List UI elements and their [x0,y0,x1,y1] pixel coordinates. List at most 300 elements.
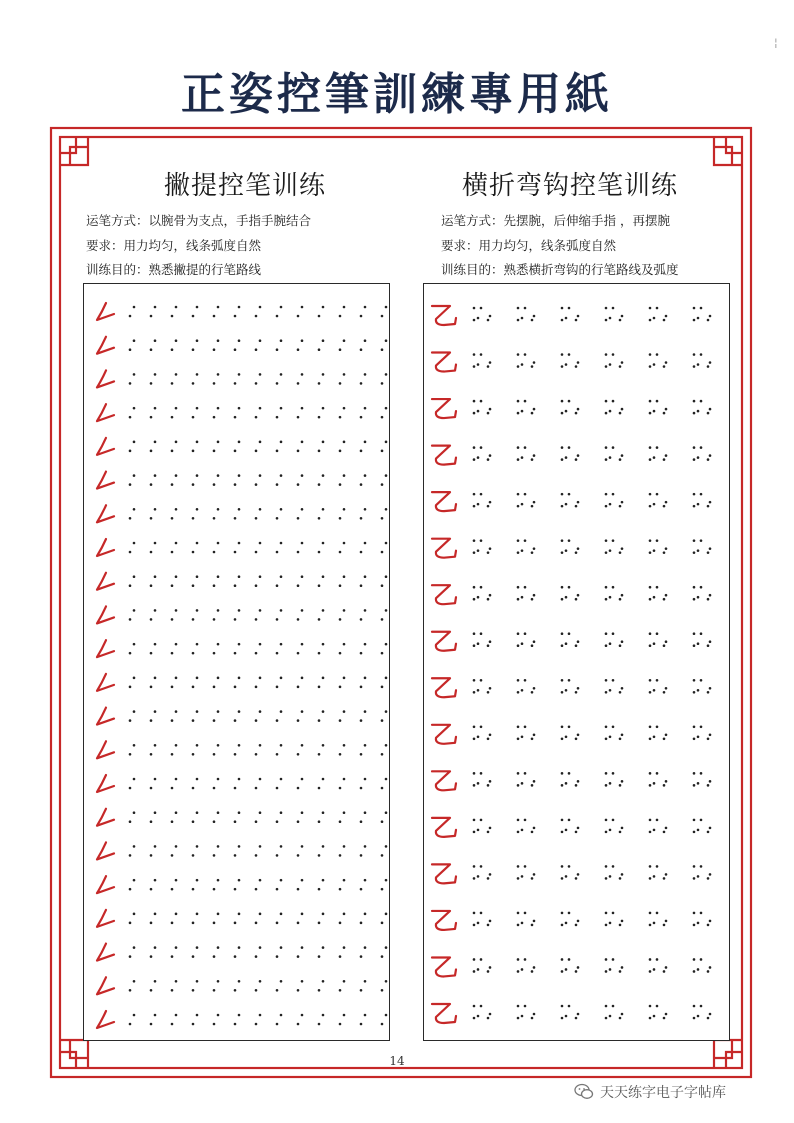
right-guide-dot [517,912,520,915]
left-guide-dot [175,609,178,612]
left-guide-dot [318,652,321,655]
left-guide-dot [234,686,237,689]
left-guide-dot [175,508,178,511]
right-guide-dot [605,632,608,635]
right-guide-dot [521,689,524,692]
left-guide-dot [360,652,363,655]
left-guide-dot [297,450,300,453]
right-requirement-text: 要求：用力均匀，线条弧度自然 [441,238,617,253]
left-guide-dot [255,854,258,857]
left-guide-dot [150,955,153,958]
right-guide-dot [521,875,524,878]
left-guide-dot [322,946,325,949]
left-guide-dot [175,474,178,477]
left-guide-dot [154,913,157,916]
left-guide-dot [297,989,300,992]
right-guide-dot [533,315,536,318]
right-guide-dot [700,819,703,822]
right-guide-dot [524,586,527,589]
right-guide-dot [524,912,527,915]
left-guide-dot [318,1023,321,1026]
left-guide-dot [343,339,346,342]
left-guide-dot [301,643,304,646]
right-guide-dot [649,319,652,322]
right-guide-dot [649,924,652,927]
right-guide-dot [517,586,520,589]
left-guide-dot [129,1023,132,1026]
right-guide-dot [517,644,520,647]
right-guide-dot [517,970,520,973]
right-guide-dot [480,772,483,775]
right-practice-row [432,492,711,511]
right-guide-dot [489,501,492,504]
right-guide-dot [531,598,534,601]
right-guide-dot [533,734,536,737]
right-guide-dot [561,784,564,787]
left-guide-dot [192,315,195,318]
right-guide-dot [568,493,571,496]
right-guide-dot [477,363,480,366]
right-guide-dot [524,679,527,682]
right-guide-dot [517,1017,520,1020]
right-guide-dot [663,598,666,601]
right-guide-dot [473,970,476,973]
right-guide-dot [517,598,520,601]
right-guide-dot [656,400,659,403]
left-guide-dot [213,551,216,554]
right-guide-dot [577,454,580,457]
right-guide-dot [605,644,608,647]
left-guide-dot [322,744,325,747]
right-guide-dot [575,644,578,647]
left-guide-dot [255,686,258,689]
right-guide-dot [575,877,578,880]
left-guide-dot [360,787,363,790]
right-guide-dot [693,632,696,635]
left-guide-dot [381,416,384,419]
right-guide-dot [561,598,564,601]
left-guide-dot [360,551,363,554]
left-guide-dot [381,517,384,520]
right-guide-dot [565,922,568,925]
left-guide-dot [154,575,157,578]
left-guide-dot [234,989,237,992]
right-guide-dot [533,920,536,923]
right-guide-dot [565,642,568,645]
left-guide-dot [196,913,199,916]
left-guide-dot [154,643,157,646]
left-guide-dot [364,474,367,477]
left-guide-dot [280,811,283,814]
page-number: 14 [389,1054,405,1068]
left-guide-dot [255,618,258,621]
left-guide-dot [217,609,220,612]
left-guide-dot [133,441,136,444]
left-guide-dot [150,820,153,823]
right-guide-dot [663,738,666,741]
right-guide-dot [561,319,564,322]
left-guide-dot [154,1014,157,1017]
left-guide-dot [276,888,279,891]
right-guide-dot [665,315,668,318]
right-guide-dot [517,784,520,787]
right-guide-dot [477,689,480,692]
right-guide-dot [577,594,580,597]
right-guide-dot [489,594,492,597]
right-guide-dot [656,353,659,356]
right-guide-dot [561,831,564,834]
right-guide-dot [621,734,624,737]
right-guide-dot [649,679,652,682]
right-guide-dot [533,454,536,457]
right-guide-dot [533,640,536,643]
left-guide-dot [238,441,241,444]
right-guide-dot [649,772,652,775]
left-guide-dot [297,382,300,385]
left-guide-dot [381,551,384,554]
right-guide-dot [612,772,615,775]
right-guide-dot [653,317,656,320]
right-guide-dot [653,596,656,599]
right-guide-dot [524,353,527,356]
right-guide-dot [577,873,580,876]
left-guide-dot [213,753,216,756]
left-guide-dot [280,946,283,949]
left-guide-dot [129,753,132,756]
left-guide-dot [129,315,132,318]
right-guide-dot [473,551,476,554]
right-guide-dot [533,780,536,783]
right-guide-dot [487,458,490,461]
left-guide-dot [217,542,220,545]
right-guide-dot [524,307,527,310]
left-guide-dot [297,551,300,554]
right-guide-dot [609,503,612,506]
right-guide-dot [653,782,656,785]
left-guide-dot [280,778,283,781]
left-guide-dot [343,575,346,578]
right-guide-dot [489,780,492,783]
left-guide-dot [318,450,321,453]
right-guide-dot [533,687,536,690]
left-guide-dot [150,989,153,992]
right-guide-dot [577,827,580,830]
left-guide-dot [381,787,384,790]
right-guide-dot [697,549,700,552]
left-guide-dot [171,854,174,857]
left-guide-dot [301,710,304,713]
left-guide-dot [360,854,363,857]
left-guide-dot [301,575,304,578]
right-guide-dot [697,782,700,785]
right-guide-dot [709,361,712,364]
left-guide-dot [234,753,237,756]
right-sample-stroke [432,446,456,465]
right-guide-dot [707,458,710,461]
left-guide-dot [343,677,346,680]
left-guide-dot [322,542,325,545]
right-guide-dot [649,307,652,310]
left-guide-dot [175,913,178,916]
right-guide-dot [656,865,659,868]
left-guide-dot [192,854,195,857]
right-guide-dot [605,865,608,868]
right-guide-dot [621,1013,624,1016]
left-guide-dot [343,643,346,646]
right-guide-dot [700,446,703,449]
right-guide-dot [665,827,668,830]
left-guide-dot [276,652,279,655]
right-guide-dot [707,644,710,647]
left-guide-dot [297,584,300,587]
right-guide-dot [709,780,712,783]
left-guide-dot [322,1014,325,1017]
left-guide-dot [154,946,157,949]
right-guide-dot [605,539,608,542]
right-guide-dot [487,970,490,973]
right-guide-dot [473,598,476,601]
right-guide-dot [609,363,612,366]
right-guide-dot [697,596,700,599]
left-guide-dot [322,373,325,376]
right-practice-row [432,446,711,465]
left-guide-dot [339,551,342,554]
left-guide-dot [217,508,220,511]
right-guide-dot [533,873,536,876]
left-guide-dot [360,483,363,486]
right-practice-row [432,957,711,976]
left-guide-dot [381,955,384,958]
left-guide-dot [364,575,367,578]
left-guide-dot [360,584,363,587]
right-guide-dot [663,412,666,415]
left-guide-dot [175,575,178,578]
right-guide-dot [665,780,668,783]
left-guide-dot [129,820,132,823]
right-practice-row [432,818,711,837]
right-guide-dot [697,410,700,413]
right-guide-dot [619,1017,622,1020]
right-guide-dot [693,912,696,915]
right-guide-dot [609,456,612,459]
left-guide-dot [238,913,241,916]
left-guide-dot [234,719,237,722]
left-guide-dot [255,652,258,655]
right-guide-dot [565,456,568,459]
right-column-heading: 横折弯钩控笔训练 [461,171,678,201]
left-guide-dot [175,845,178,848]
right-guide-dot [473,632,476,635]
right-guide-dot [533,827,536,830]
left-guide-dot [280,744,283,747]
right-guide-dot [649,877,652,880]
right-guide-dot [653,968,656,971]
left-guide-dot [364,879,367,882]
left-guide-dot [385,710,388,713]
right-guide-dot [568,819,571,822]
left-guide-dot [360,719,363,722]
left-guide-dot [133,710,136,713]
right-guide-dot [575,598,578,601]
left-guide-dot [385,609,388,612]
right-practice-box [423,283,730,1041]
left-guide-dot [154,845,157,848]
right-guide-dot [609,642,612,645]
right-guide-dot [700,726,703,729]
right-guide-dot [473,1005,476,1008]
right-guide-dot [605,365,608,368]
left-guide-dot [238,542,241,545]
right-guide-dot [612,586,615,589]
left-guide-dot [175,811,178,814]
left-guide-dot [133,845,136,848]
left-guide-dot [133,811,136,814]
left-guide-dot [129,652,132,655]
right-guide-dot [575,831,578,834]
right-guide-dot [693,726,696,729]
left-guide-dot [276,922,279,925]
left-guide-dot [259,306,262,309]
left-guide-dot [339,922,342,925]
right-guide-dot [473,539,476,542]
right-sample-stroke [432,492,456,511]
right-guide-dot [575,970,578,973]
right-guide-dot [707,691,710,694]
left-guide-dot [343,778,346,781]
left-guide-dot [318,820,321,823]
left-sample-stroke [97,606,114,623]
right-guide-dot [693,586,696,589]
right-guide-dot [693,412,696,415]
right-guide-dot [649,551,652,554]
right-guide-dot [693,458,696,461]
right-guide-dot [605,924,608,927]
right-guide-dot [487,412,490,415]
left-guide-dot [318,517,321,520]
left-guide-dot [364,407,367,410]
right-sample-stroke [432,1004,456,1023]
right-guide-dot [487,505,490,508]
left-guide-dot [318,416,321,419]
left-guide-dot [175,677,178,680]
right-guide-dot [480,958,483,961]
right-guide-dot [663,644,666,647]
left-guide-dot [213,584,216,587]
left-guide-dot [301,879,304,882]
left-guide-dot [322,575,325,578]
right-guide-dot [568,912,571,915]
left-guide-dot [301,508,304,511]
left-guide-dot [175,306,178,309]
right-guide-dot [565,317,568,320]
left-guide-dot [171,348,174,351]
left-guide-dot [364,946,367,949]
right-guide-dot [612,400,615,403]
right-guide-dot [533,594,536,597]
right-guide-dot [665,594,668,597]
left-guide-dot [234,854,237,857]
left-guide-dot [196,879,199,882]
right-guide-dot [565,689,568,692]
left-guide-dot [276,584,279,587]
right-sample-stroke [432,818,456,837]
right-guide-dot [649,539,652,542]
right-guide-dot [693,644,696,647]
right-guide-dot [663,877,666,880]
right-guide-dot [477,317,480,320]
left-guide-dot [339,1023,342,1026]
left-guide-dot [297,820,300,823]
right-guide-dot [707,1017,710,1020]
left-guide-dot [301,778,304,781]
right-sample-stroke [432,957,456,976]
left-guide-dot [276,416,279,419]
left-sample-stroke [97,977,114,994]
right-guide-dot [561,726,564,729]
right-guide-dot [524,1005,527,1008]
left-guide-dot [192,922,195,925]
right-sample-stroke [432,632,456,651]
right-guide-dot [693,970,696,973]
left-guide-dot [280,474,283,477]
left-guide-dot [339,854,342,857]
left-guide-dot [238,946,241,949]
left-guide-dot [385,441,388,444]
left-guide-dot [259,643,262,646]
left-guide-dot [301,542,304,545]
left-guide-dot [133,946,136,949]
right-practice-row [432,353,711,372]
left-practice-row [97,438,391,455]
left-guide-dot [360,955,363,958]
left-guide-dot [150,315,153,318]
left-guide-dot [192,382,195,385]
left-guide-dot [322,306,325,309]
right-guide-dot [605,784,608,787]
right-guide-dot [565,736,568,739]
right-guide-dot [693,539,696,542]
left-guide-dot [234,382,237,385]
right-guide-dot [621,640,624,643]
right-guide-dot [477,456,480,459]
left-guide-dot [133,306,136,309]
left-guide-dot [238,609,241,612]
left-guide-dot [238,879,241,882]
left-guide-dot [385,744,388,747]
left-guide-dot [259,441,262,444]
left-guide-dot [343,609,346,612]
right-guide-dot [693,958,696,961]
right-guide-dot [577,687,580,690]
right-guide-dot [612,307,615,310]
left-sample-stroke [97,505,114,522]
right-guide-dot [473,784,476,787]
left-guide-dot [297,652,300,655]
left-guide-dot [381,348,384,351]
left-guide-dot [192,989,195,992]
right-guide-dot [707,831,710,834]
right-guide-dot [517,679,520,682]
right-guide-dot [577,547,580,550]
right-guide-dot [477,549,480,552]
left-guide-dot [129,787,132,790]
left-guide-dot [276,618,279,621]
left-guide-dot [381,450,384,453]
left-guide-dot [154,407,157,410]
left-guide-dot [171,922,174,925]
left-guide-dot [339,955,342,958]
left-guide-dot [192,450,195,453]
